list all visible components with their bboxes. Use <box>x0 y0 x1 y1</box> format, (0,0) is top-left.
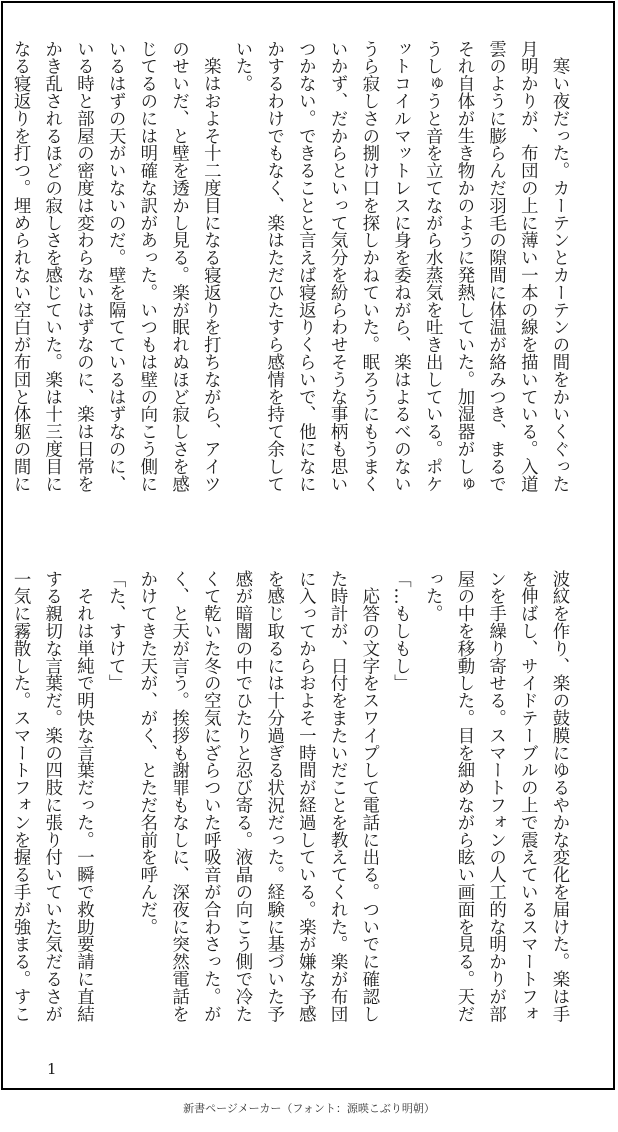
text-line: かき乱されるほどの寂しさを感じていた。楽は十三度目に <box>41 40 62 493</box>
text-line: 感が暗闇の中でひたりと忍び寄る。液晶の向こう側で冷た <box>231 570 252 1023</box>
text-line: のせいだ、と壁を透かし見る。楽が眠れぬほど寂しさを感 <box>168 40 189 493</box>
text-line: ットコイルマットレスに身を委ねがら、楽はよるべのない <box>390 40 411 493</box>
text-line <box>0 570 3 1050</box>
text-line: じてるのには明確な訳があった。いつもは壁の向こう側に <box>136 40 157 493</box>
text-line: いかず、だからといって気分を紛らわせそうな事柄も思い <box>327 40 348 493</box>
text-line: いるはずの天がいないのだ。壁を隔てているはずなのに、 <box>105 40 126 493</box>
text-line: 楽はおよそ十二度目になる寝返りを打ちながら、アイツ <box>200 40 221 493</box>
text-line: た時計が、日付をまたいだことを教えてくれた。楽が布団 <box>327 570 348 1023</box>
text-line: 一気に霧散した。スマートフォンを握る手が強まる。すこ <box>10 570 31 1023</box>
text-line: 波紋を作り、楽の鼓膜にゆるやかな変化を届けた。楽は手 <box>549 570 569 1023</box>
text-line: 月明かりが、布団の上に薄い一本の線を描いている。入道 <box>517 40 538 493</box>
text-line: いた。 <box>231 40 252 93</box>
text-line: を伸ばし、サイドテーブルの上で震えているスマートフォ <box>517 570 538 1023</box>
text-line: いる時と部屋の密度は変わらないはずなのに、楽は日常を <box>73 40 94 493</box>
footer-caption: 新書ページメーカー（フォント：源暎こぶり明朝） <box>183 1102 435 1115</box>
text-line: なる寝返りを打つ。埋められない空白が布団と体躯の間に <box>10 40 31 493</box>
text-block-upper <box>0 40 574 520</box>
text-line: 雲のように膨らんだ羽毛の隙間に体温が絡みつき、まるで <box>485 40 506 493</box>
text-line: かけてきた天が、がく、とただ名前を呼んだ。 <box>136 570 157 936</box>
page-number: 1 <box>47 1060 57 1078</box>
text-line: それは単純で明快な言葉だった。一瞬で救助要請に直結 <box>73 570 94 1023</box>
text-line: うら寂しさの捌け口を探しかねていた。眠ろうにもうまく <box>358 40 379 493</box>
text-line: くて乾いた冬の空気にざらついた呼吸音が合わさった。が <box>200 570 221 1023</box>
text-line: く、と天が言う。挨拶も謝罪もなしに、深夜に突然電話を <box>168 570 189 1023</box>
text-line: つかない。できることと言えば寝返りくらいで、他になに <box>295 40 316 493</box>
text-line: する親切な言葉だ。楽の四肢に張り付いていた気だるさが <box>41 570 62 1023</box>
text-line: に入ってからおよそ一時間が経過している。楽が嫌な予感 <box>295 570 316 1023</box>
text-line: 応答の文字をスワイプして電話に出る。ついでに確認し <box>358 570 379 1023</box>
text-block-lower <box>0 570 574 1050</box>
text-line: 「…もしもし」 <box>390 570 411 692</box>
text-line: 「た、すけて」 <box>105 570 126 692</box>
text-line: かするわけでもなく、楽はただひたすら感情を持て余して <box>263 40 284 493</box>
text-line: を感じ取るには十分過ぎる状況だった。経験に基づいた予 <box>263 570 284 1023</box>
text-line: った。 <box>422 570 443 623</box>
text-line: それ自体が生き物かのように発熱していた。加湿器がしゅ <box>453 40 474 493</box>
text-line: ンを手繰り寄せる。スマートフォンの人工的な明かりが部 <box>485 570 506 1023</box>
text-line: 寒い夜だった。カーテンとカーテンの間をかいくぐった <box>549 40 569 493</box>
text-line: うしゅうと音を立てながら水蒸気を吐き出している。ポケ <box>422 40 443 493</box>
text-line: 屋の中を移動した。目を細めながら眩い画面を見る。天だ <box>453 570 474 1023</box>
